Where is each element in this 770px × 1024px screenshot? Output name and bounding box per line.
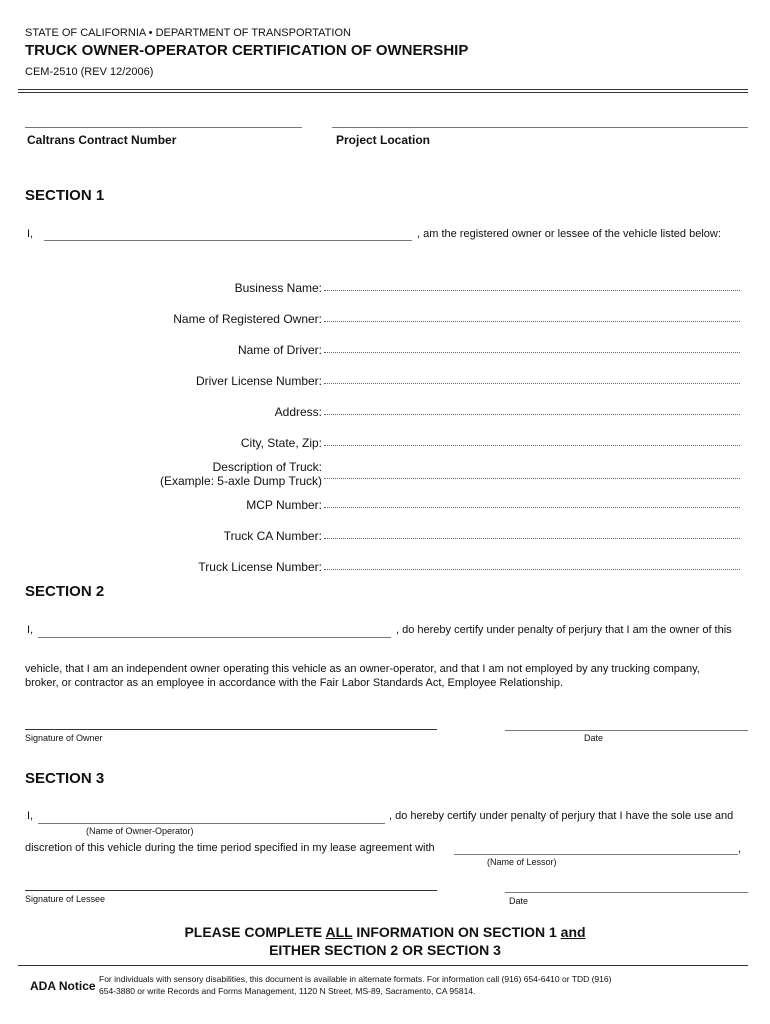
truck-description-label: Description of Truck: <box>212 460 322 474</box>
section3-heading: SECTION 3 <box>25 770 105 787</box>
section2-suffix: , do hereby certify under penalty of perjury that I am the owner of this <box>396 624 732 636</box>
owner-operator-caption: (Name of Owner-Operator) <box>86 826 194 836</box>
section2-heading: SECTION 2 <box>25 583 105 600</box>
business-name-field[interactable] <box>324 290 740 291</box>
agency-line: STATE OF CALIFORNIA • DEPARTMENT OF TRANSPORTATION <box>25 27 351 39</box>
section2-name-field[interactable] <box>38 637 391 638</box>
footer-rule <box>18 965 748 966</box>
address-field[interactable] <box>324 414 740 415</box>
lessor-name-field[interactable] <box>454 854 738 855</box>
ada-notice-line1: For individuals with sensory disabilities, this document is available in alternate formats. For information call (916) 654-6410 or TDD (916) <box>99 974 612 984</box>
section3-name-field[interactable] <box>38 823 385 824</box>
lessee-date-field[interactable] <box>505 892 748 893</box>
owner-signature-field[interactable] <box>25 729 437 730</box>
ada-notice-line2: 654-3880 or write Records and Forms Management, 1120 N Street, MS-89, Sacramento, CA 95814. <box>99 986 476 996</box>
section1-name-field[interactable] <box>44 240 412 241</box>
section3-prefix: I, <box>27 810 34 822</box>
lessee-signature-field[interactable] <box>25 890 437 891</box>
driver-name-label: Name of Driver: <box>237 343 322 357</box>
truck-license-number-label: Truck License Number: <box>198 560 322 574</box>
truck-license-number-field[interactable] <box>324 569 740 570</box>
truck-description-example: (Example: 5-axle Dump Truck) <box>159 474 322 488</box>
header-rule-2 <box>18 92 748 93</box>
driver-name-field[interactable] <box>324 352 740 353</box>
registered-owner-label: Name of Registered Owner: <box>173 312 322 326</box>
owner-date-field[interactable] <box>505 730 748 731</box>
mcp-number-field[interactable] <box>324 507 740 508</box>
truck-ca-number-field[interactable] <box>324 538 740 539</box>
truck-ca-number-label: Truck CA Number: <box>223 529 322 543</box>
form-title: TRUCK OWNER-OPERATOR CERTIFICATION OF OWNERSHIP <box>25 42 469 59</box>
lessor-caption: (Name of Lessor) <box>487 857 557 867</box>
business-name-label: Business Name: <box>234 281 322 295</box>
owner-date-caption: Date <box>584 733 604 743</box>
project-location-field[interactable] <box>332 127 748 128</box>
lessee-signature-caption: Signature of Lessee <box>25 894 106 904</box>
truck-description-field[interactable] <box>324 478 740 479</box>
section2-prefix: I, <box>27 624 34 636</box>
address-label: Address: <box>274 405 322 419</box>
ada-notice-label: ADA Notice <box>30 979 96 993</box>
section3-suffix: , do hereby certify under penalty of perjury that I have the sole use and <box>389 810 734 822</box>
section2-body-line1: vehicle, that I am an independent owner operating this vehicle as an owner-operator, and that I am not employed by any trucking company, <box>25 663 700 675</box>
complete-notice-line1 <box>0 924 770 940</box>
project-location-label: Project Location <box>336 133 431 147</box>
license-number-field[interactable] <box>324 383 740 384</box>
section3-body-line: discretion of this vehicle during the time period specified in my lease agreement with <box>25 842 435 854</box>
license-number-label: Driver License Number: <box>195 374 322 388</box>
notice-text-b: INFORMATION ON SECTION 1 <box>352 924 561 940</box>
registered-owner-field[interactable] <box>324 321 740 322</box>
ada-notice-text <box>99 973 759 997</box>
mcp-number-label: MCP Number: <box>246 498 322 512</box>
notice-text-a: PLEASE COMPLETE <box>184 924 326 940</box>
section2-body-line2: broker, or contractor as an employee in accordance with the Fair Labor Standards Act, Employee Relationship. <box>25 677 564 689</box>
owner-signature-caption: Signature of Owner <box>25 733 103 743</box>
complete-notice-line2: EITHER SECTION 2 OR SECTION 3 <box>269 942 501 958</box>
lessee-date-caption: Date <box>509 896 529 906</box>
notice-and: and <box>560 924 586 940</box>
header-rule-1 <box>18 89 748 90</box>
city-state-zip-label: City, State, Zip: <box>240 436 322 450</box>
section1-suffix: , am the registered owner or lessee of the vehicle listed below: <box>417 228 721 240</box>
section1-prefix: I, <box>27 228 34 240</box>
section1-heading: SECTION 1 <box>25 187 105 204</box>
contract-number-field[interactable] <box>25 127 302 128</box>
lessor-comma: , <box>738 843 742 855</box>
notice-all: ALL <box>325 924 353 940</box>
city-state-zip-field[interactable] <box>324 445 740 446</box>
form-number: CEM-2510 (REV 12/2006) <box>25 66 154 78</box>
contract-number-label: Caltrans Contract Number <box>27 133 177 147</box>
